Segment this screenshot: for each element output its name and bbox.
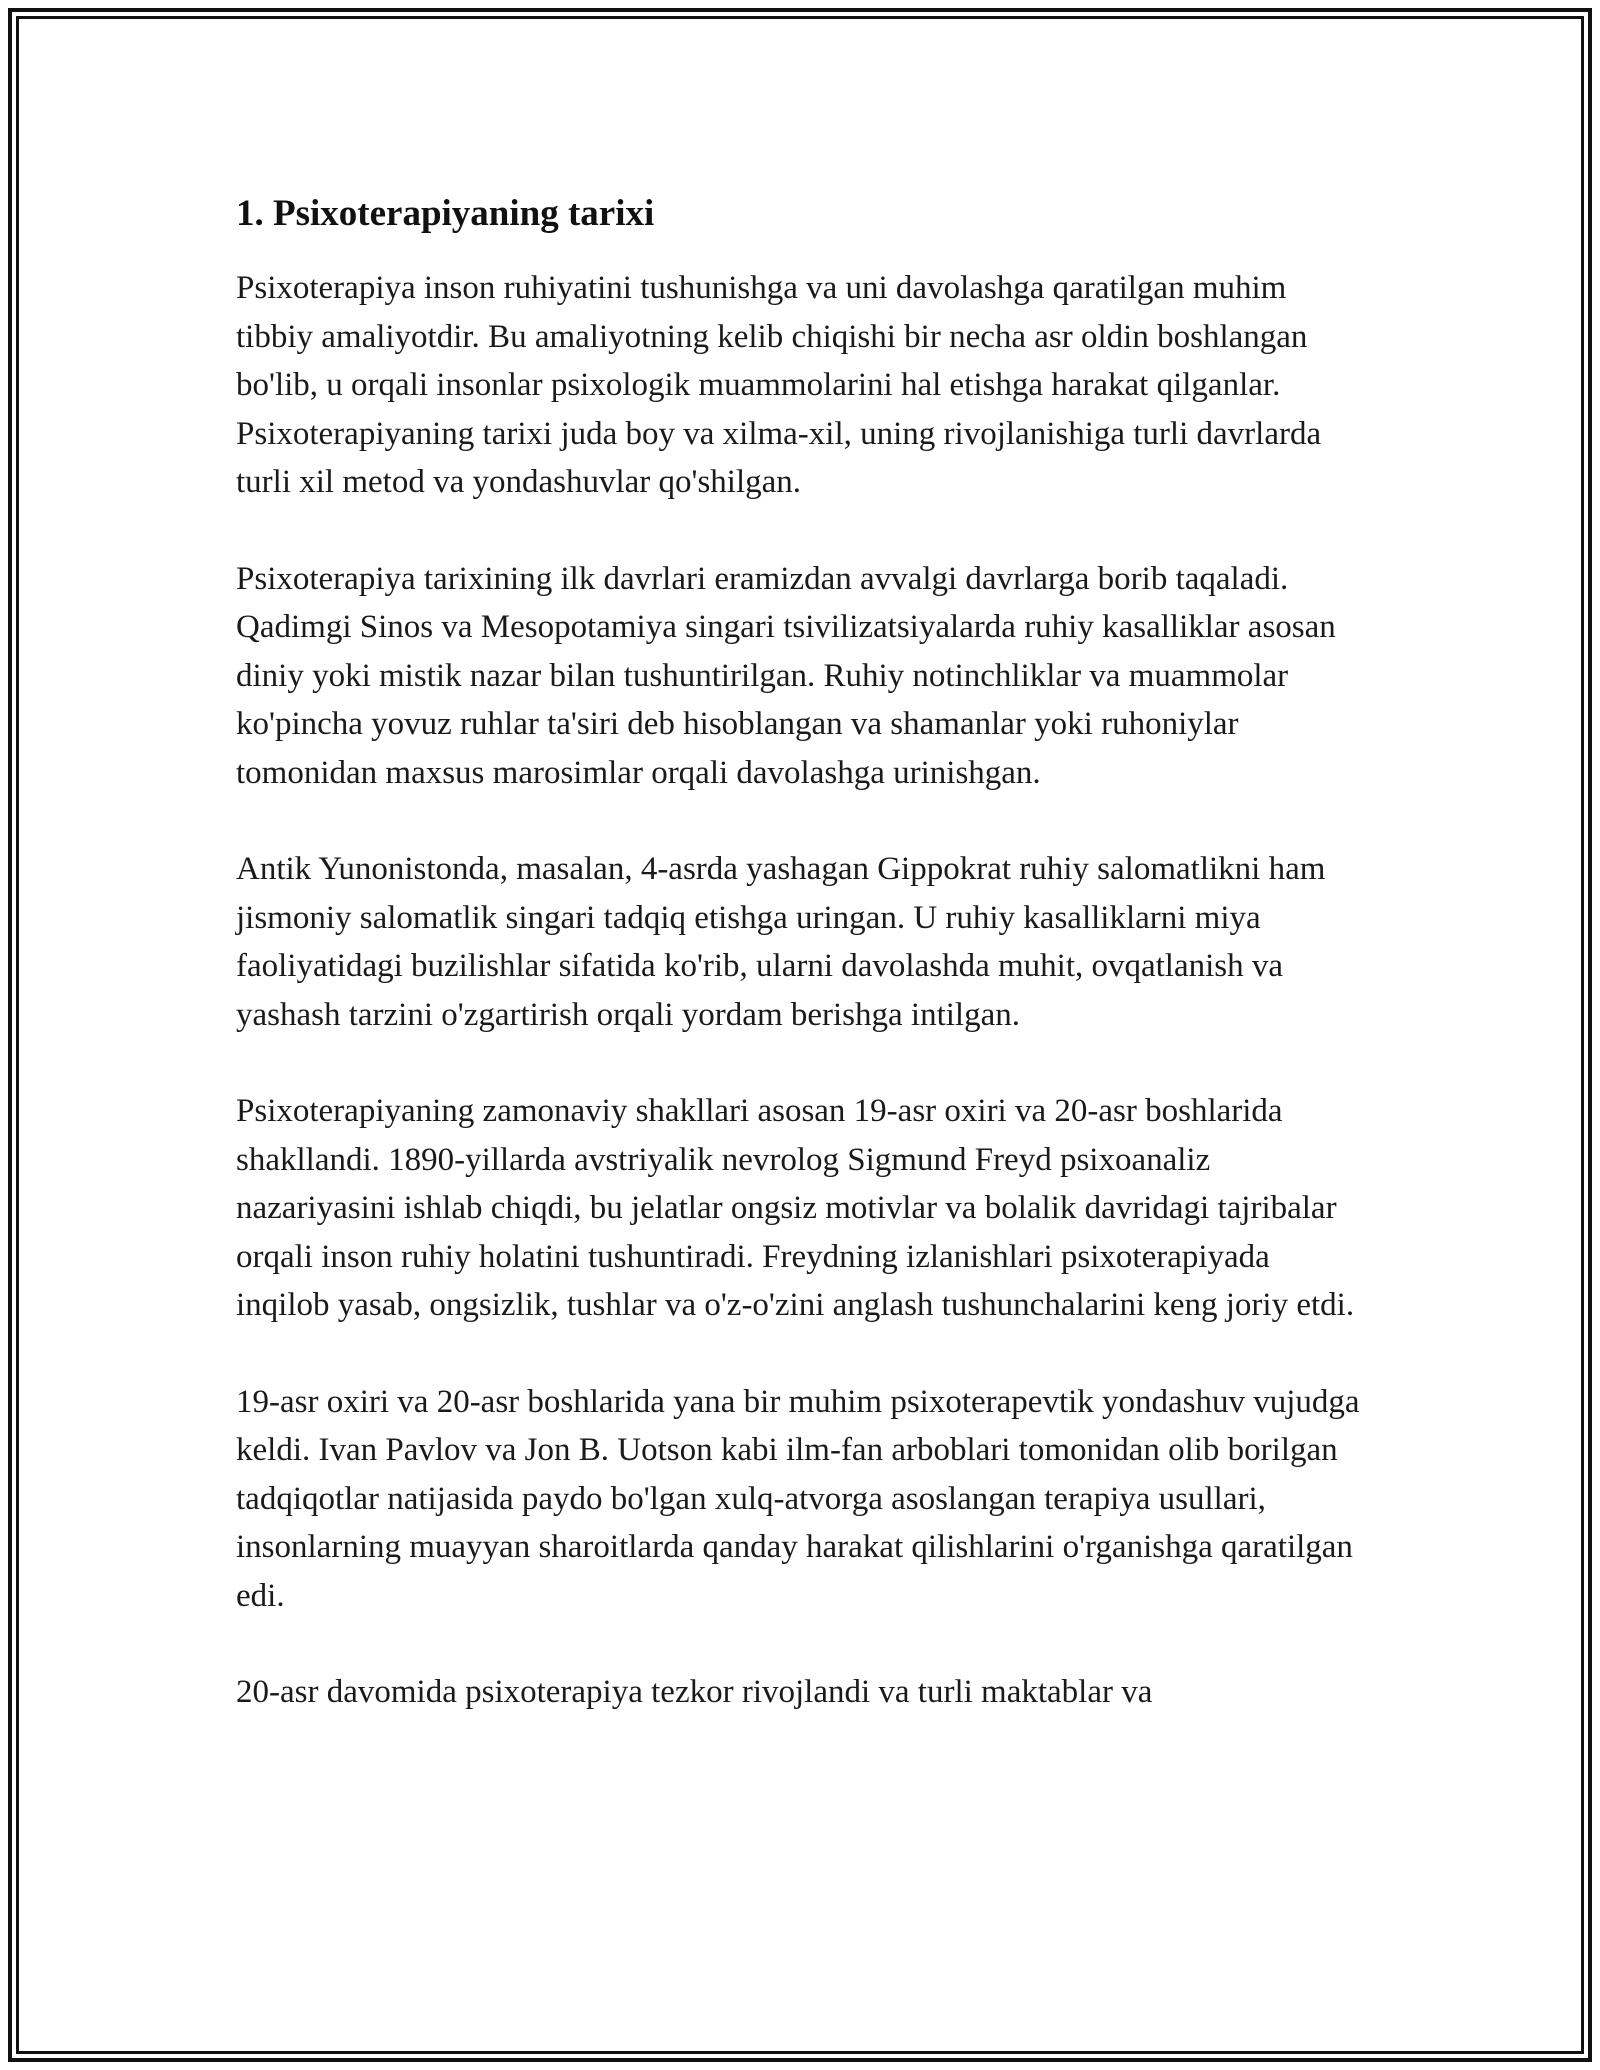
paragraph-4: Psixoterapiyaning zamonaviy shakllari asosan 19-asr oxiri va 20-asr boshlarida shakllandi. 1890-yillarda avstriyalik nevrolog Sigmund Freyd psixoanaliz nazariyasini ishlab chiqdi, bu jelatlar ongsiz motivlar va bolalik davridagi tajribalar orqali inson ruhiy holatini tushuntiradi. Freydning izlanishlari psixoterapiyada inqilob yasab, ongsizlik, tushlar va o'z-o'zini anglash tushunchalarini keng joriy etdi. (236, 1093, 1355, 1323)
paragraph-2: Psixoterapiya tarixining ilk davrlari eramizdan avvalgi davrlarga borib taqaladi. Qadimgi Sinos va Mesopotamiya singari tsivilizatsiyalarda ruhiy kasalliklar asosan diniy yoki mistik nazar bilan tushuntirilgan. Ruhiy notinchliklar va muammolar ko'pincha yovuz ruhlar ta'siri deb hisoblangan va shamanlar yoki ruhoniylar tomonidan maxsus marosimlar orqali davolashga urinishgan. (236, 560, 1336, 791)
paragraph-1: Psixoterapiya inson ruhiyatini tushunishga va uni davolashga qaratilgan muhim tibbiy amaliyotdir. Bu amaliyotning kelib chiqishi bir necha asr oldin boshlangan bo'lib, u orqali insonlar psixologik muammolarini hal etishga harakat qilganlar. Psixoterapiyaning tarixi juda boy va xilma-xil, uning rivojlanishiga turli davrlarda turli xil metod va yondashuvlar qo'shilgan. (236, 270, 1322, 500)
section-heading: 1. Psixoterapiyaning tarixi (236, 193, 655, 234)
paragraph-6: 20-asr davomida psixoterapiya tezkor rivojlandi va turli maktablar va (236, 1674, 1153, 1710)
paragraph-5: 19-asr oxiri va 20-asr boshlarida yana bir muhim psixoterapevtik yondashuv vujudga keldi. Ivan Pavlov va Jon B. Uotson kabi ilm-fan arboblari tomonidan olib borilgan tadqiqotlar natijasida paydo bo'lgan xulq-atvorga asoslangan terapiya usullari, insonlarning muayyan sharoitlarda qanday harakat qilishlarini o'rganishga qaratilgan edi. (236, 1383, 1360, 1614)
paragraph-3: Antik Yunonistonda, masalan, 4-asrda yashagan Gippokrat ruhiy salomatlikni ham jismoniy salomatlik singari tadqiq etishga uringan. U ruhiy kasalliklarni miya faoliyatidagi buzilishlar sifatida ko'rib, ularni davolashda muhit, ovqatlanish va yashash tarzini o'zgartirish orqali yordam berishga intilgan. (236, 851, 1326, 1033)
document-body (236, 190, 1366, 1765)
